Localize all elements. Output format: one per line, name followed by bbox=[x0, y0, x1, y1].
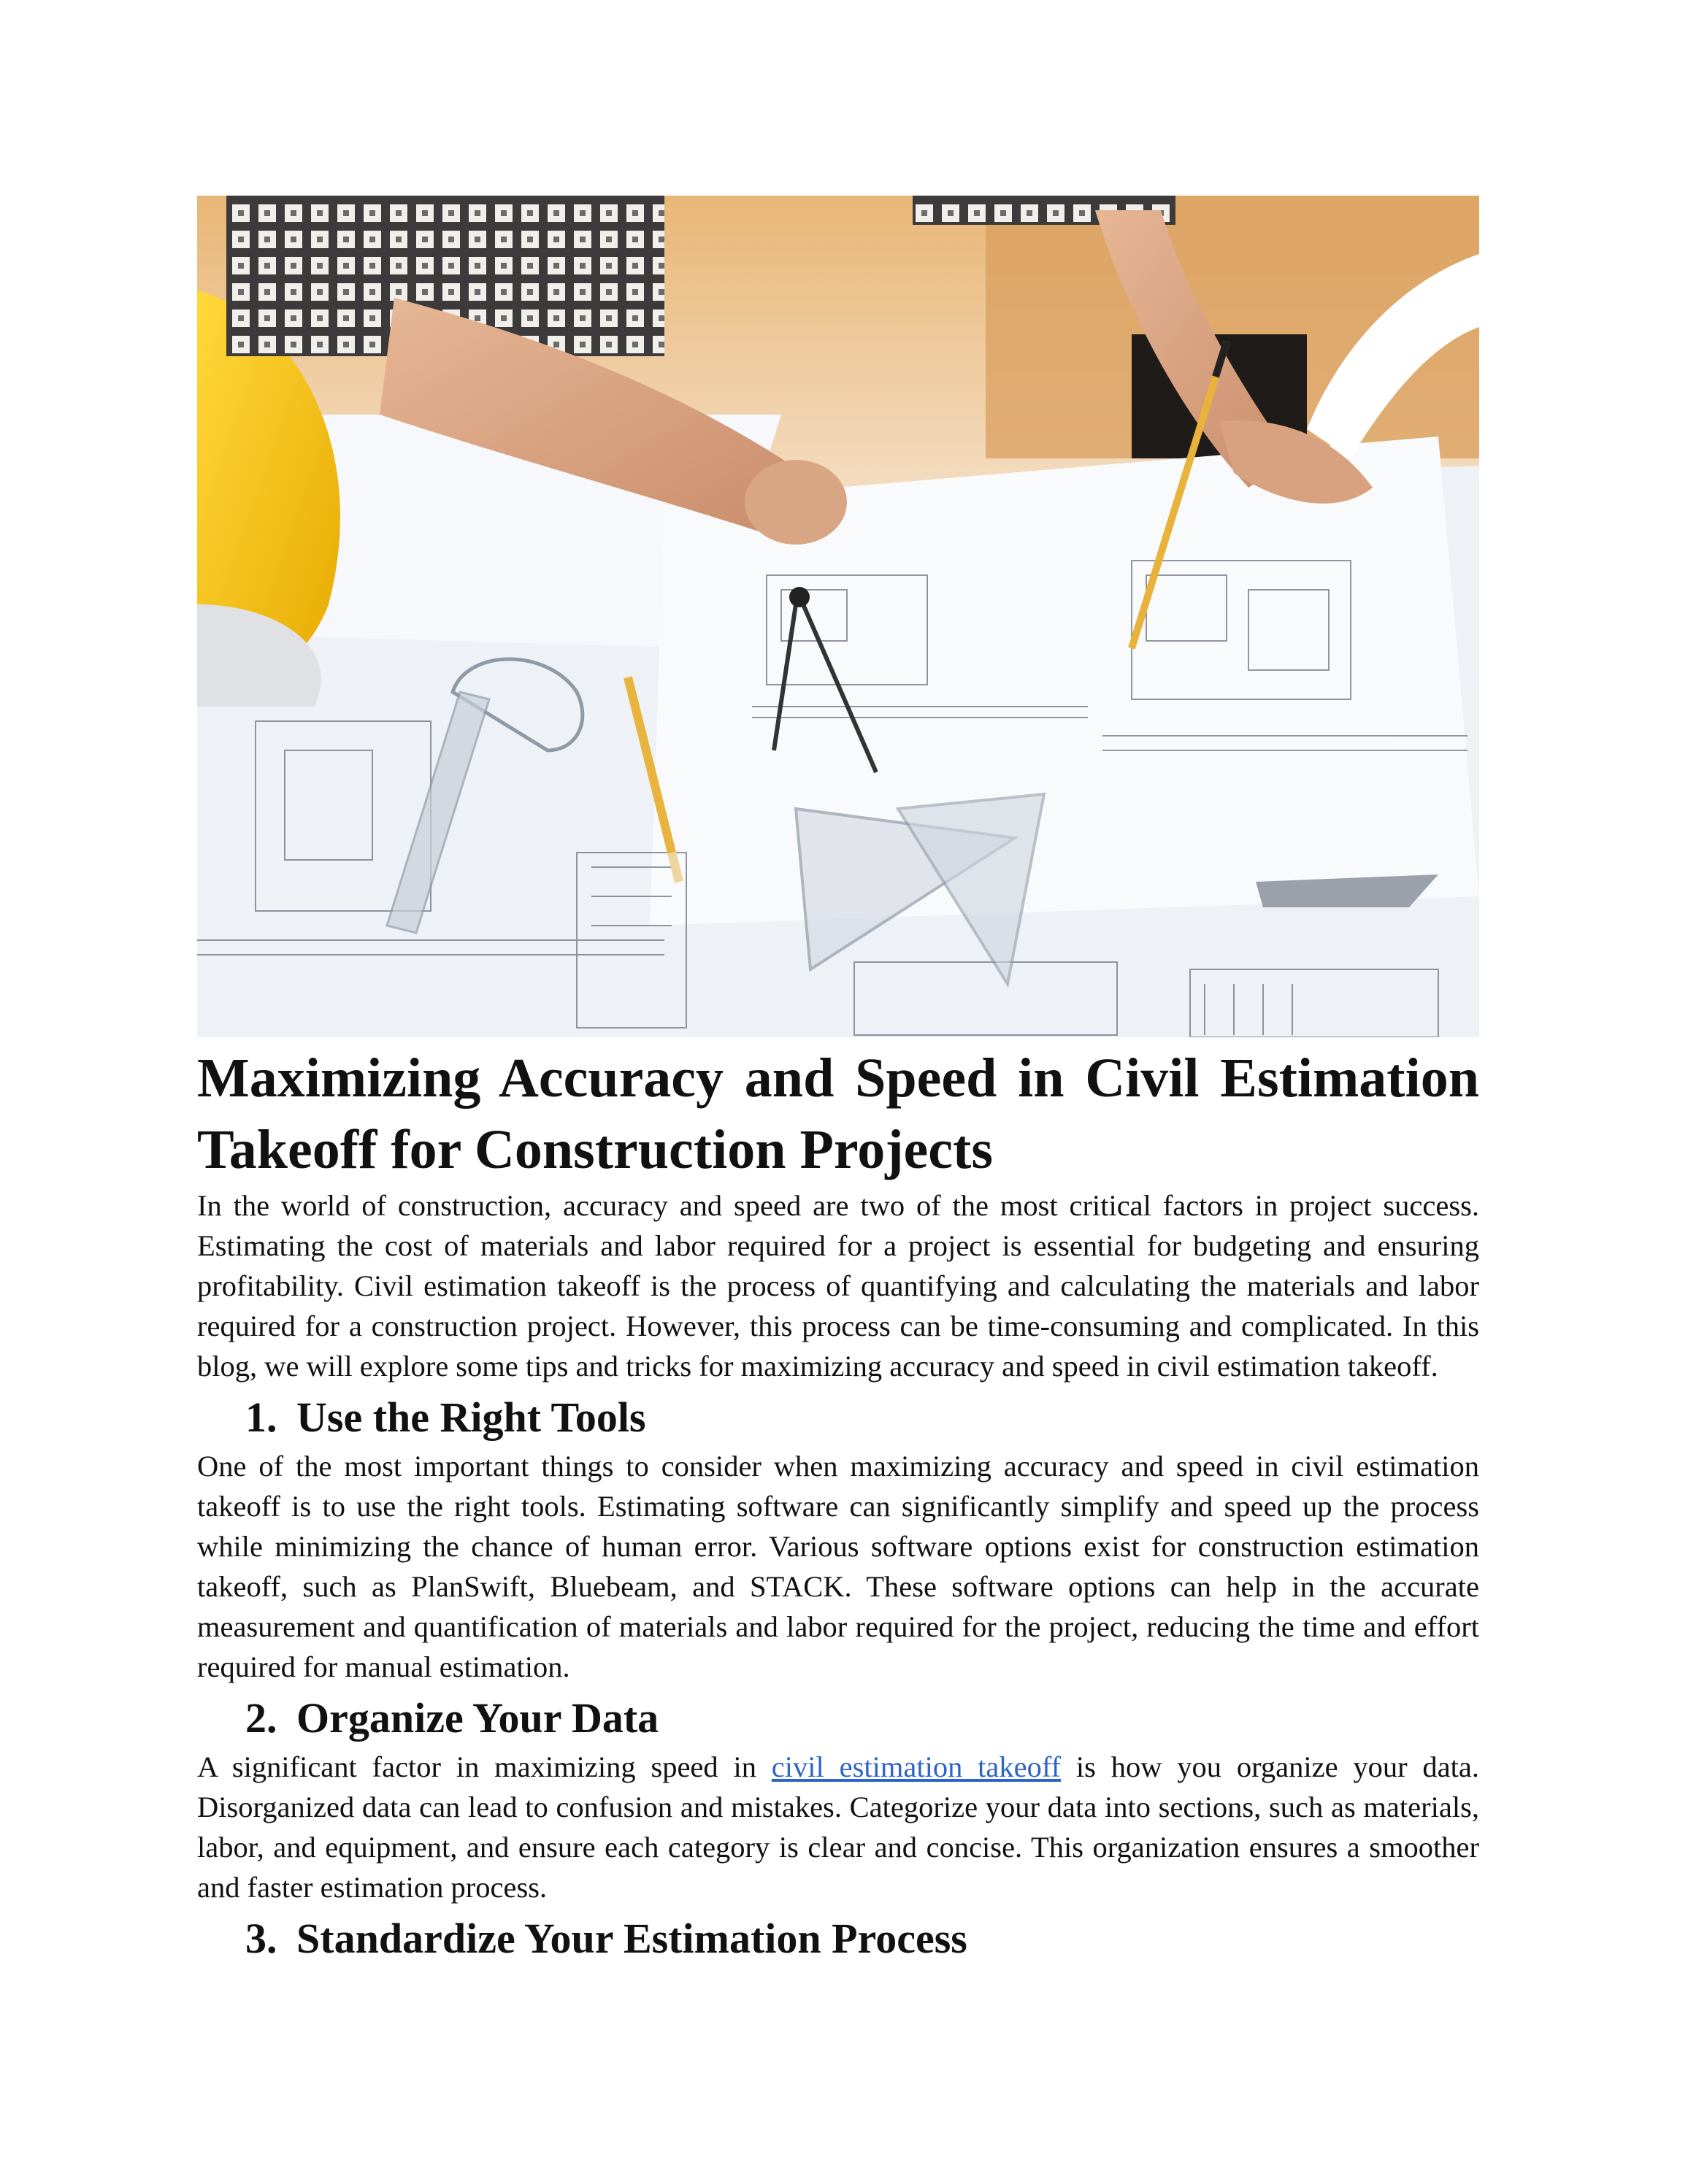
section-heading-3 bbox=[197, 1910, 1479, 1967]
article-title-line-1: Maximizing Accuracy and Speed in Civil Estimation bbox=[197, 1047, 1479, 1109]
article-title-line-2: Takeoff for Construction Projects bbox=[197, 1119, 993, 1180]
intro-paragraph: In the world of construction, accuracy and speed are two of the most critical factors in project success. Estimating the cost of materials and labor required for a project is essential for budgeting and ensuring profitability. Civil estimation takeoff is the process of quantifying and calculating the materials and labor required for a construction project. However, this process can be time-consuming and complicated. In this blog, we will explore some tips and tricks for maximizing accuracy and speed in civil estimation takeoff. bbox=[197, 1189, 1479, 1383]
section-number: 2. bbox=[245, 1694, 277, 1742]
section-heading-text: Standardize Your Estimation Process bbox=[296, 1915, 967, 1962]
blueprint-photo-illustration bbox=[197, 196, 1479, 1037]
hero-image bbox=[197, 196, 1479, 1037]
article bbox=[197, 1042, 1479, 1967]
article-title bbox=[197, 1042, 1479, 1185]
section-heading-2 bbox=[197, 1690, 1479, 1747]
section-heading-1 bbox=[197, 1389, 1479, 1446]
section-number: 3. bbox=[245, 1915, 277, 1962]
section-1-paragraph: One of the most important things to consider when maximizing accuracy and speed in civil estimation takeoff is to use the right tools. Estimating software can significantly simplify and speed up the process while minimizing the chance of human error. Various software options exist for construction estimation takeoff, such as PlanSwift, Bluebeam, and STACK. These software options can help in the accurate measurement and quantification of materials and labor required for the project, reducing the time and effort required for manual estimation. bbox=[197, 1450, 1479, 1683]
section-heading-text: Organize Your Data bbox=[296, 1694, 659, 1742]
civil-estimation-takeoff-link[interactable]: civil estimation takeoff bbox=[771, 1750, 1062, 1783]
section-2-text-after-link: is how you organize your data. Disorganized data can lead to confusion and mistakes. Categorize your data into sections, such as materials, labor, and equipment, and ensure each category is clear and concise. This organization ensures a smoother and faster estimation process. bbox=[197, 1750, 1479, 1904]
section-heading-text: Use the Right Tools bbox=[296, 1393, 646, 1441]
section-number: 1. bbox=[245, 1393, 277, 1441]
section-2-text-before-link: A significant factor in maximizing speed in bbox=[197, 1750, 772, 1783]
section-2-paragraph bbox=[197, 1747, 1479, 1907]
